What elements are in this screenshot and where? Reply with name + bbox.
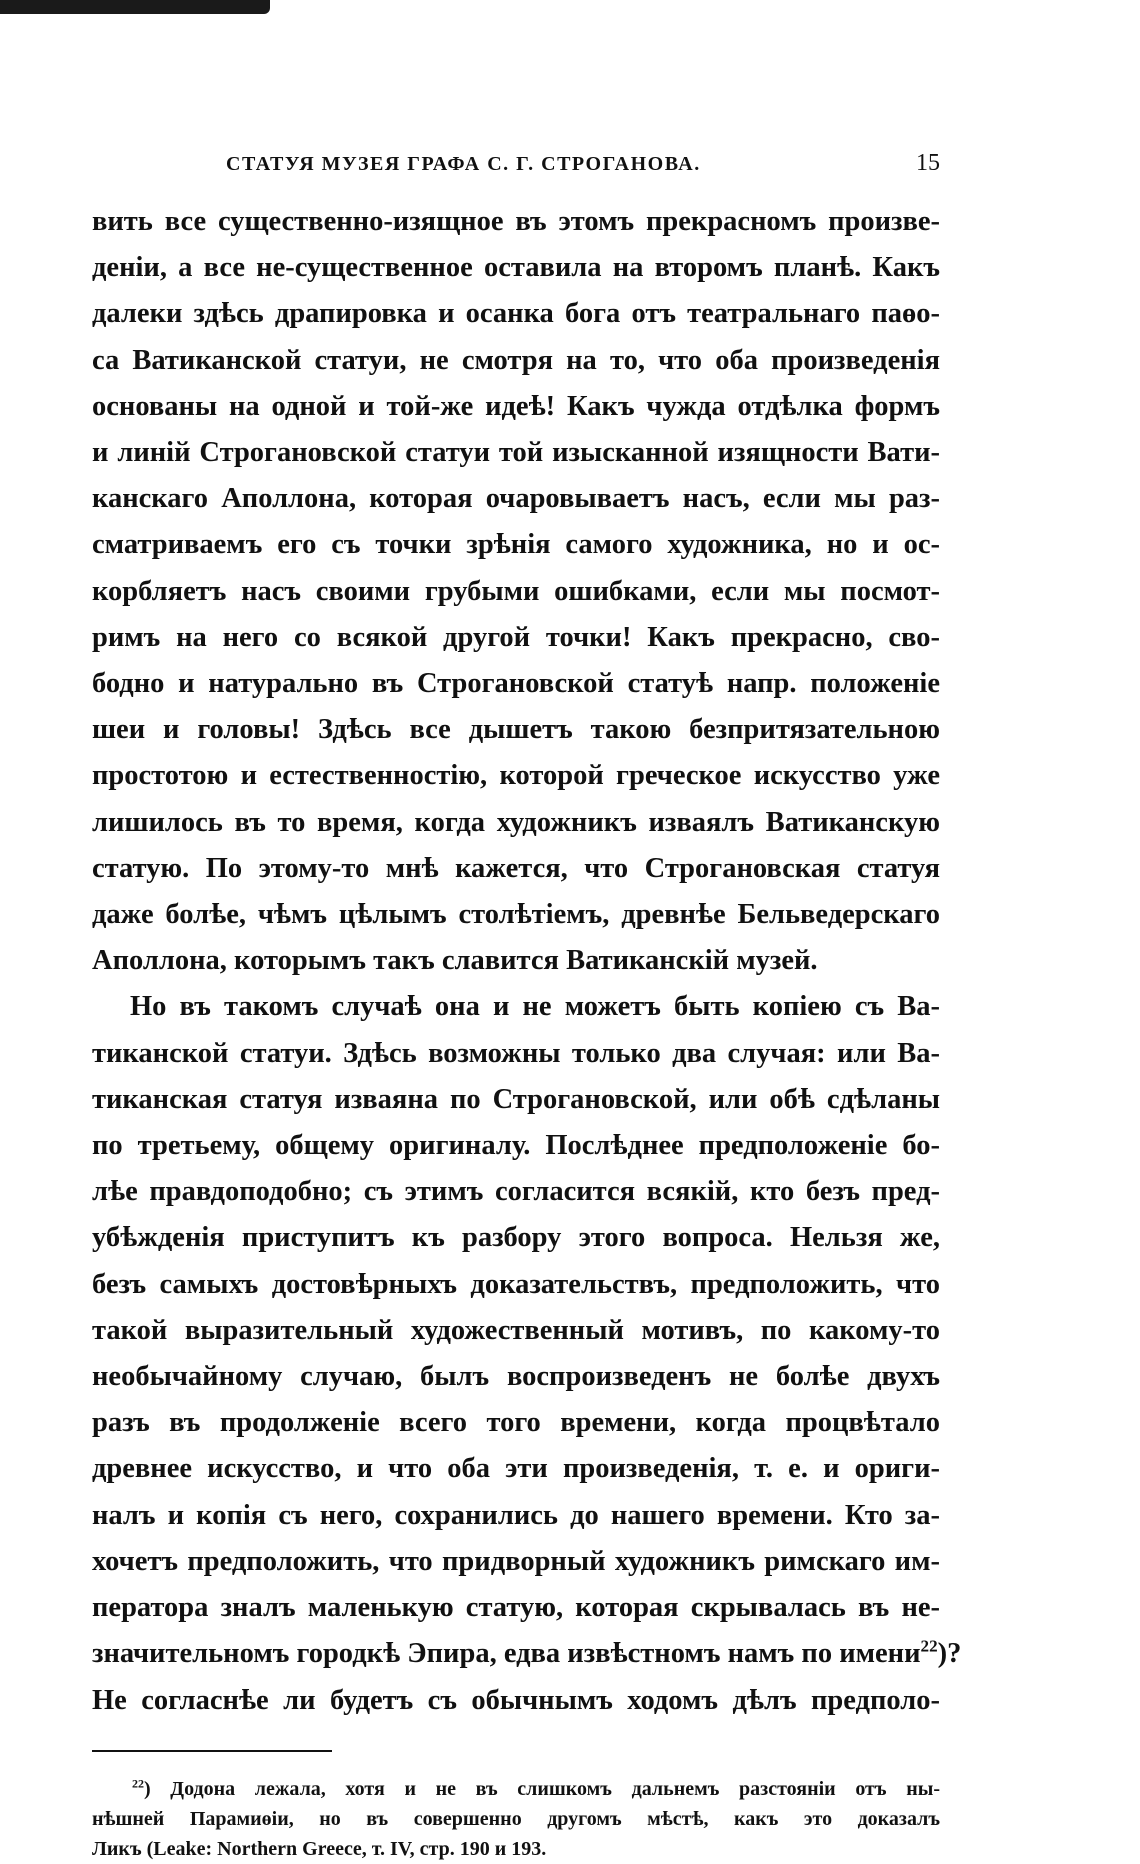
footnote-line: Ликъ (Leake: Northern Greece, т. IV, стр. 190 и 193. bbox=[92, 1837, 547, 1860]
text-line: денiи, а все не-существенное оставила на второмъ планѣ. Какъ bbox=[92, 252, 940, 284]
text-line: простотою и естественностiю, которой греческое искусство уже bbox=[92, 760, 940, 792]
text-line: ператора зналъ маленькую статую, которая скрывалась въ не- bbox=[92, 1592, 940, 1624]
text-line: тиканская статуя изваяна по Строгановской, или обѣ сдѣланы bbox=[92, 1083, 940, 1115]
paragraph-1 bbox=[92, 199, 940, 984]
text-line: лишилось въ то время, когда художникъ изваялъ Ватиканскую bbox=[92, 806, 940, 838]
text-line: такой выразительный художественный мотивъ, по какому-то bbox=[92, 1314, 940, 1346]
text-line-with-footnote-ref bbox=[92, 1631, 962, 1677]
text-line: Аполлона, которымъ такъ славится Ватиканскiй музей. bbox=[92, 945, 818, 977]
scan-edge-mark bbox=[0, 0, 270, 14]
text-line: статую. По этому-то мнѣ кажется, что Строгановская статуя bbox=[92, 852, 940, 884]
page-number: 15 bbox=[916, 150, 940, 176]
text-line: Но въ такомъ случаѣ она и не можетъ быть копiею съ Ва- bbox=[130, 991, 940, 1023]
text-line: лѣе правдоподобно; съ этимъ согласится всякiй, кто безъ пред- bbox=[92, 1176, 940, 1208]
text-line: бодно и натурально въ Строгановской статуѣ напр. положенiе bbox=[92, 668, 940, 700]
text-line: по третьему, общему оригиналу. Послѣднее предположенiе бо- bbox=[92, 1130, 940, 1162]
footnote-marker: 22 bbox=[132, 1776, 144, 1791]
text-line: налъ и копiя съ него, сохранились до нашего времени. Кто за- bbox=[92, 1499, 940, 1531]
text-line: древнее искусство, и что оба эти произведенiя, т. е. и ориги- bbox=[92, 1453, 940, 1485]
running-head bbox=[226, 150, 940, 177]
footnote-line: нѣшней Парамиөiи, но въ совершенно другомъ мѣстѣ, какъ это доказалъ bbox=[92, 1807, 940, 1830]
text-line: тиканской статуи. Здѣсь возможны только два случая: или Ва- bbox=[92, 1037, 940, 1069]
text-line: римъ на него со всякой другой точки! Какъ прекрасно, сво- bbox=[92, 621, 940, 653]
text-line: канскаго Аполлона, которая очаровываетъ насъ, если мы раз- bbox=[92, 483, 940, 515]
footnote-line bbox=[92, 1774, 940, 1804]
text-line: корбляетъ насъ своими грубыми ошибками, если мы посмот- bbox=[92, 575, 940, 607]
text-line: убѣжденiя приступитъ къ разбору этого вопроса. Нельзя же, bbox=[92, 1222, 940, 1254]
body-text bbox=[92, 199, 962, 1724]
text-line: безъ самыхъ достовѣрныхъ доказательствъ, предположить, что bbox=[92, 1268, 940, 1300]
line-tail: )? bbox=[937, 1638, 962, 1670]
text-line: са Ватиканской статуи, не смотря на то, что оба произведенiя bbox=[92, 344, 940, 376]
paragraph-2 bbox=[92, 984, 962, 1723]
text-line: далеки здѣсь драпировка и осанка бога отъ театральнаго паөо- bbox=[92, 298, 940, 330]
text-line: сматриваемъ его съ точки зрѣнiя самого художника, но и ос- bbox=[92, 529, 940, 561]
footnote bbox=[92, 1774, 940, 1864]
text-line: основаны на одной и той-же идеѣ! Какъ чужда отдѣлка формъ bbox=[92, 390, 940, 422]
footnote-rule bbox=[92, 1750, 332, 1752]
text-line: шеи и головы! Здѣсь все дышетъ такою безпритязательною bbox=[92, 714, 940, 746]
text-line: разъ въ продолженiе всего того времени, когда процвѣтало bbox=[92, 1407, 940, 1439]
text-line: и линiй Строгановской статуи той изысканной изящности Вати- bbox=[92, 437, 940, 469]
text-line: Не согласнѣе ли будетъ съ обычнымъ ходомъ дѣлъ предполо- bbox=[92, 1684, 940, 1716]
text-line: хочетъ предположить, что придворный художникъ римскаго им- bbox=[92, 1545, 940, 1577]
text-line-content: значительномъ городкѣ Эпира, едва извѣстномъ намъ по имени bbox=[92, 1638, 921, 1670]
footnote-line-text: ) Додона лежала, хотя и не въ слишкомъ дальнемъ разстоянiи отъ ны- bbox=[144, 1777, 940, 1800]
footnote-ref: 22 bbox=[920, 1636, 938, 1656]
text-line: необычайному случаю, былъ воспроизведенъ не болѣе двухъ bbox=[92, 1361, 940, 1393]
book-page bbox=[92, 150, 962, 1864]
text-line: даже болѣе, чѣмъ цѣлымъ столѣтiемъ, древнѣе Бельведерскаго bbox=[92, 899, 940, 931]
text-line: вить все существенно-изящное въ этомъ прекрасномъ произве- bbox=[92, 206, 940, 237]
running-head-title: СТАТУЯ МУЗЕЯ ГРАФА С. Г. СТРОГАНОВА. bbox=[226, 153, 701, 175]
